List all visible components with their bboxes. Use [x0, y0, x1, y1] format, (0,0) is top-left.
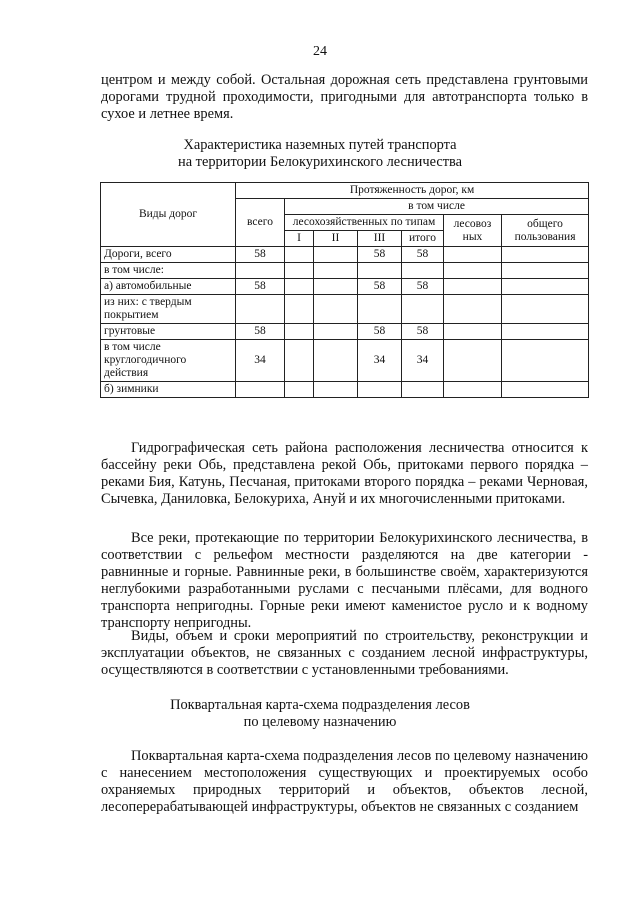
cell-subtotal: 34: [402, 340, 444, 382]
table-row: [101, 263, 589, 279]
activities-paragraph: Виды, объем и сроки мероприятий по строительству, реконструкции и эксплуатации объектов, не связанных с созданием лесной инфраструктуры, осуществляются в соответствии с установленными требованиями.: [101, 628, 588, 678]
cell-logging: [444, 279, 502, 295]
row-label: в том числе круглогодичного действия: [101, 340, 236, 382]
header-including: в том числе: [285, 199, 589, 215]
cell-public: [502, 263, 589, 279]
page-number: 24: [313, 44, 327, 59]
header-logging: лесовоз ных: [444, 215, 502, 247]
cell-public: [502, 279, 589, 295]
header-type-1: I: [285, 231, 314, 247]
cell-public: [502, 324, 589, 340]
cell-type-3: [358, 263, 402, 279]
cell-type-2: [314, 263, 358, 279]
cell-public: [502, 340, 589, 382]
intro-paragraph: центром и между собой. Остальная дорожная сеть представлена грунтовыми дорогами трудной проходимости, пригодными для автотранспорта только в сухое и летнее время.: [101, 72, 588, 122]
cell-type-1: [285, 382, 314, 398]
cell-logging: [444, 324, 502, 340]
table-row: [101, 382, 589, 398]
header-subtotal: итого: [402, 231, 444, 247]
row-label: б) зимники: [101, 382, 236, 398]
cell-type-2: [314, 324, 358, 340]
cell-type-3: 58: [358, 279, 402, 295]
header-total: всего: [236, 199, 285, 247]
table-row: [101, 279, 589, 295]
cell-type-2: [314, 382, 358, 398]
header-forestry-by-type: лесохозяйственных по типам: [285, 215, 444, 231]
cell-type-3: [358, 382, 402, 398]
cell-type-2: [314, 295, 358, 324]
cell-type-1: [285, 247, 314, 263]
rivers-paragraph: Все реки, протекающие по территории Белокурихинского лесничества, в соответствии с рельефом местности разделяются на две категории - равнинные и горные. Равнинные реки, в большинстве своём, характеризуются неглубокими разработанными руслами с песчаными плёсами, для водного транспорта непригодны. Горные реки имеют каменистое русло и к водному транспорту непригодны.: [101, 530, 588, 631]
cell-logging: [444, 382, 502, 398]
header-type-2: II: [314, 231, 358, 247]
table-row: [101, 295, 589, 324]
hydrography-paragraph: Гидрографическая сеть района расположения лесничества относится к бассейну реки Обь, представлена рекой Обь, притоками первого порядка – реками Бия, Катунь, Песчаная, притоками второго порядка – реками Черновая, Сычевка, Даниловка, Белокуриха, Ануй и их многочисленными притоками.: [101, 440, 588, 507]
table-row: [101, 247, 589, 263]
cell-total: [236, 295, 285, 324]
cell-total: 58: [236, 279, 285, 295]
cell-subtotal: 58: [402, 324, 444, 340]
cell-total: 34: [236, 340, 285, 382]
cell-public: [502, 382, 589, 398]
cell-type-1: [285, 324, 314, 340]
cell-total: [236, 263, 285, 279]
row-label: грунтовые: [101, 324, 236, 340]
cell-type-3: 58: [358, 324, 402, 340]
cell-type-1: [285, 340, 314, 382]
cell-subtotal: [402, 263, 444, 279]
table-row: [101, 324, 589, 340]
row-label: Дороги, всего: [101, 247, 236, 263]
cell-total: 58: [236, 324, 285, 340]
table-title-line-1: Характеристика наземных путей транспорта: [183, 137, 457, 153]
header-road-types: Виды дорог: [101, 183, 236, 247]
cell-type-3: 34: [358, 340, 402, 382]
cell-public: [502, 247, 589, 263]
cell-public: [502, 295, 589, 324]
cell-type-1: [285, 263, 314, 279]
table-title-line-2: на территории Белокурихинского лесничества: [178, 154, 462, 170]
cell-logging: [444, 263, 502, 279]
cell-type-2: [314, 340, 358, 382]
header-length: Протяженность дорог, км: [236, 183, 589, 199]
table-row: [101, 340, 589, 382]
cell-type-2: [314, 279, 358, 295]
roads-table: [100, 182, 589, 398]
row-label: из них: с твердым покрытием: [101, 295, 236, 324]
row-label: в том числе:: [101, 263, 236, 279]
cell-logging: [444, 340, 502, 382]
cell-subtotal: [402, 295, 444, 324]
section-title-line-2: по целевому назначению: [243, 714, 397, 730]
cell-logging: [444, 247, 502, 263]
header-public: общего пользования: [502, 215, 589, 247]
cell-logging: [444, 295, 502, 324]
cell-type-1: [285, 279, 314, 295]
cell-type-3: [358, 295, 402, 324]
section-title-line-1: Поквартальная карта-схема подразделения лесов: [170, 697, 470, 713]
cell-total: [236, 382, 285, 398]
cell-subtotal: [402, 382, 444, 398]
row-label: а) автомобильные: [101, 279, 236, 295]
cell-type-3: 58: [358, 247, 402, 263]
map-scheme-paragraph: Поквартальная карта-схема подразделения лесов по целевому назначению с нанесением местоположения существующих и проектируемых особо охраняемых природных территорий и объектов, объектов лесной, лесоперерабатывающей инфраструктуры, объектов не связанных с созданием: [101, 748, 588, 815]
header-type-3: III: [358, 231, 402, 247]
cell-subtotal: 58: [402, 279, 444, 295]
cell-type-1: [285, 295, 314, 324]
cell-total: 58: [236, 247, 285, 263]
cell-type-2: [314, 247, 358, 263]
cell-subtotal: 58: [402, 247, 444, 263]
